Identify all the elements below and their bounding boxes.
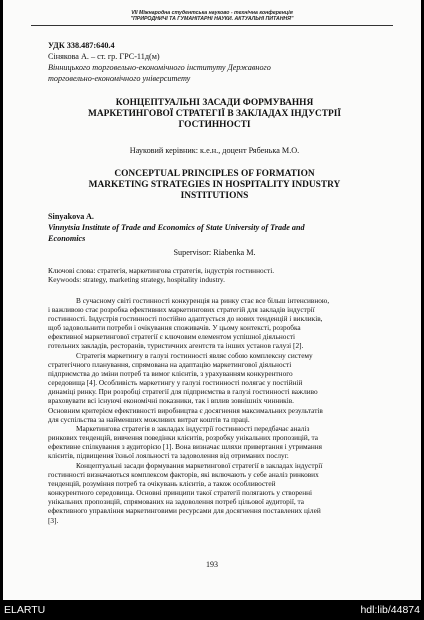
paragraph-2	[48, 351, 381, 424]
viewer-footer-bar	[0, 600, 424, 620]
affiliation-en-line-2: Economics	[48, 234, 86, 243]
keywords-block	[48, 266, 381, 284]
document-page	[3, 0, 421, 600]
supervisor-ua: Науковий керівник: к.е.н., доцент Рябенька М.О.	[129, 146, 300, 155]
affiliation-ua-line-2: торговельно-економічного університету	[48, 74, 191, 83]
author-ua: Сінякова А. – ст. гр. ГРС-11д(м)	[48, 52, 160, 61]
paragraph-1-line: готельних закладів, ресторанів, туристичних агентств та інших установ галузі [2].	[48, 341, 304, 351]
paragraph-2-line: динаміці ринку. При розробці стратегії для підприємства в галузі гостинності важливо	[48, 387, 318, 397]
paragraph-1-line: В сучасному світі гостинності конкуренція на ринку стає все більш інтенсивною,	[76, 296, 330, 305]
keywords-ua: Ключові слова: стратегія, маркетингова стратегія, індустрія гостинності.	[48, 266, 275, 275]
paragraph-2-line: Стратегія маркетингу в галузі гостинності являє собою комплексну систему	[76, 351, 313, 360]
title-ua-line-1: КОНЦЕПТУАЛЬНІ ЗАСАДИ ФОРМУВАННЯ	[115, 98, 314, 108]
page-number: 193	[206, 560, 218, 569]
paragraph-4-line: конкурентного середовища. Основні принципи такої стратегії полягають у створенні	[48, 488, 313, 498]
paragraph-3-line: Маркетингова стратегія в закладах індустрії гостинності передбачає аналіз	[76, 424, 310, 433]
paragraph-4	[48, 461, 381, 525]
repository-name: ELARTU	[4, 604, 46, 616]
title-en-line-1: CONCEPTUAL PRINCIPLES OF FORMATION	[114, 169, 315, 179]
paragraph-1-line: ефективної маркетингової стратегії є ключовим елементом успішної діяльності	[48, 332, 296, 342]
paragraph-2-line: враховувати всі існуючі економічні показники, так і вплив зовнішніх чинників.	[48, 396, 295, 406]
paragraph-4-line: Концептуальні засади формування маркетингової стратегії в закладах індустрії	[76, 461, 323, 470]
paragraph-4-line: унікальних пропозицій, спрямованих на задоволення потреб цільової аудиторії, та	[48, 497, 305, 507]
paragraph-2-line: середовища [4]. Особливість маркетингу у галузі гостинності полягає у постійній	[48, 378, 303, 388]
paragraph-3-line: ринкових тенденцій, вивчення поведінки клієнтів, розробку унікальних пропозицій, та	[48, 433, 318, 443]
paragraph-1-line: щоб задовольнити потреби і очікування споживачів. У цьому контексті, розробка	[48, 323, 301, 333]
conference-header-line-2: "ПРИРОДНИЧІ ТА ГУМАНІТАРНІ НАУКИ. АКТУАЛЬНІ ПИТАННЯ"	[130, 16, 294, 22]
author-en: Sinyakova A.	[48, 212, 94, 221]
paragraph-2-line: підприємства до зміни потреб та вимог клієнтів, з урахуванням конкурентного	[48, 369, 293, 379]
title-en-line-3: INSTITUTIONS	[180, 191, 249, 201]
conference-header-line-1: VII Міжнародна студентська науково - технічна конференція	[131, 10, 293, 16]
paragraph-4-line: тенденцій, розуміння потреб та очікувань клієнтів, а також особливостей	[48, 479, 276, 489]
keywords-en: Keywoods: strategy, marketing strategy, hospitality industry.	[48, 275, 225, 285]
title-en-line-2: MARKETING STRATEGIES IN HOSPITALITY INDUSTRY	[88, 180, 341, 190]
affiliation-ua-line-1: Вінницького торговельно-економічного інституту Державного	[48, 63, 271, 72]
title-ua-line-2: МАРКЕТИНГОВОЇ СТРАТЕГІЇ В ЗАКЛАДАХ ІНДУСТРІЇ	[87, 109, 342, 119]
affiliation-en-line-1: Vinnytsia Institute of Trade and Economics of State University of Trade and	[48, 223, 305, 232]
paragraph-1	[48, 296, 381, 351]
paragraph-4-line: ефективного управління маркетинговими ресурсами для досягнення поставлених цілей	[48, 506, 321, 516]
paragraph-3-line: ефективне спілкування з аудиторією [1]. Вона визначає шляхи привертання і утримання	[48, 442, 322, 452]
header-divider	[31, 25, 393, 26]
handle-identifier: hdl:lib/44874	[360, 604, 420, 616]
paragraph-4-line: гостинності визначаються комплексом факторів, які включають у себе аналіз ринкових	[48, 470, 319, 480]
supervisor-en: Supervisor: Riabenka M.	[173, 248, 256, 257]
paragraph-4-line: [3].	[48, 515, 59, 525]
paragraph-1-line: і важливою стає розробка ефективних маркетингових стратегій для закладів індустрії	[48, 305, 315, 315]
paragraph-3-line: клієнтів, підвищення їхньої лояльності та задоволення від отриманих послуг.	[48, 451, 289, 461]
udc-code: УДК 338.487:640.4	[48, 41, 115, 50]
paragraph-2-line: Основним критерієм ефективності виробництва є досягнення максимальних результатів	[48, 405, 323, 415]
title-ua-line-3: ГОСТИННОСТІ	[178, 120, 251, 130]
paragraph-2-line: для суспільства за найменших можливих витрат коштів та праці.	[48, 414, 250, 424]
paragraph-2-line: стратегічного планування, спрямована на адаптацію маркетингової діяльності	[48, 360, 292, 370]
paragraph-3	[48, 424, 381, 460]
paragraph-1-line: гостинності. Індустрія гостинності постійно адаптується до нових тенденцій і викликів,	[48, 314, 323, 324]
